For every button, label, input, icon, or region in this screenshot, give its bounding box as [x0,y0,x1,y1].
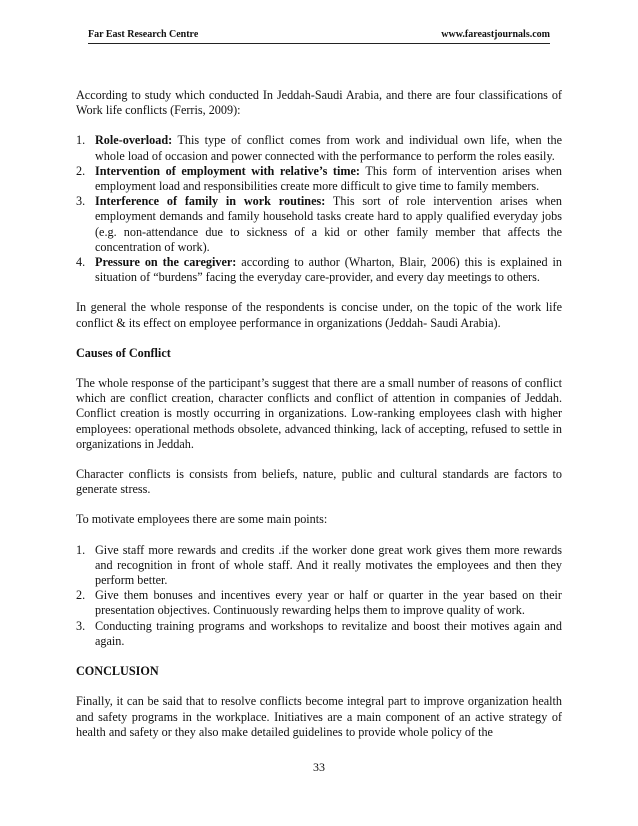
list-item: 2. Intervention of employment with relative’s time: This form of intervention arises when employment load and responsibilities create more difficult to give time to family members. [76,163,563,194]
list-item: 1. Role-overload: This type of conflict comes from work and individual own life, when the whole load of occasion and power connected with the performance to perform the roles easily. [76,133,562,163]
causes-paragraph-1: The whole response of the participant’s suggest that there are a small number of reasons of conflict which are conflict creation, character conflicts and conflict of attention in companies of Jeddah. Conflict creation is mostly occurring in organizations. Low-ranking employees clash with higher employees: operational methods obsolete, advanced thinking, lack of accepting, refused to settle in organizations in Jeddah. [76,376,562,451]
list-item: 3. Conducting training programs and workshops to revitalize and boost their motives again and again. [76,618,562,648]
conclusion-paragraph: Finally, it can be said that to resolve conflicts become integral part to improve organization health and safety programs in the workplace. Initiatives are a main component of an active strategy of health and safety or they also make detailed guidelines to provide whole policy of the [76,694,562,739]
general-paragraph: In general the whole response of the respondents is concise under, on the topic of the work life conflict & its effect on employee performance in organizations (Jeddah- Saudi Arabia). [76,300,562,330]
header-publisher: Far East Research Centre [88,29,199,40]
list-item-text: Give staff more rewards and credits .if the worker done great work gives them more rewards and recognition in front of whole staff. And it really motivates the employees and then they perform better. [95,542,562,588]
list-item-term: Intervention of employment with relative’s time: [95,163,360,178]
list-item-text: Give them bonuses and incentives every year or half or quarter in the year based on their presentation objectives. Continuously rewarding helps them to improve quality of work. [95,588,562,618]
list-item-term: Pressure on the caregiver: [95,255,237,270]
list-item: 2. Give them bonuses and incentives every year or half or quarter in the year based on their presentation objectives. Continuously rewarding helps them to improve quality of work. [76,588,562,618]
motivation-points-list [76,543,562,649]
page-number: 33 [313,760,325,774]
list-item-text: Conducting training programs and workshops to revitalize and boost their motives again and again. [95,618,562,648]
list-item-text: This type of conflict comes from work and individual own life, when the whole load of occasion and power connected with the performance to perform the roles easily. [95,133,562,163]
list-item: 3. Interference of family in work routines: This sort of role intervention arises when employment demands and family household tasks create hard to apply qualified everyday jobs (e.g. non-attendance due to sickness of a kid or other family member that affects the concentration of work). [76,194,562,254]
list-item: 4. Pressure on the caregiver: according to author (Wharton, Blair, 2006) this is explained in situation of “burdens” facing the everyday care-provider, and every day meetings to others. [76,255,562,285]
body-text [76,88,562,755]
causes-paragraph-2: Character conflicts is consists from beliefs, nature, public and cultural standards are factors to generate stress. [76,467,562,497]
motivate-intro: To motivate employees there are some main points: [76,512,328,527]
header-website: www.fareastjournals.com [441,29,550,40]
running-header [88,29,550,44]
causes-heading: Causes of Conflict [76,345,171,360]
classification-list [76,133,562,285]
list-item-term: Role-overload: [95,133,173,148]
list-item: 1. Give staff more rewards and credits .if the worker done great work gives them more rewards and recognition in front of whole staff. And it really motivates the employees and then they perform better. [76,542,562,588]
list-item-text: This sort of role intervention arises when employment demands and family household tasks create hard to apply qualified everyday jobs (e.g. non-attendance due to sickness of a kid or other family member that affects the concentration of work). [95,194,562,254]
list-item-term: Interference of family in work routines: [95,194,326,209]
intro-paragraph: According to study which conducted In Jeddah-Saudi Arabia, and there are four classifications of Work life conflicts (Ferris, 2009): [76,88,562,118]
list-item-text: according to author (Wharton, Blair, 2006) this is explained in situation of “burdens” facing the everyday care-provider, and every day meetings to others. [95,255,562,285]
conclusion-heading: CONCLUSION [76,664,159,679]
list-item-text: This form of intervention arises when employment load and responsibilities create more difficult to give time to family members. [95,163,563,194]
